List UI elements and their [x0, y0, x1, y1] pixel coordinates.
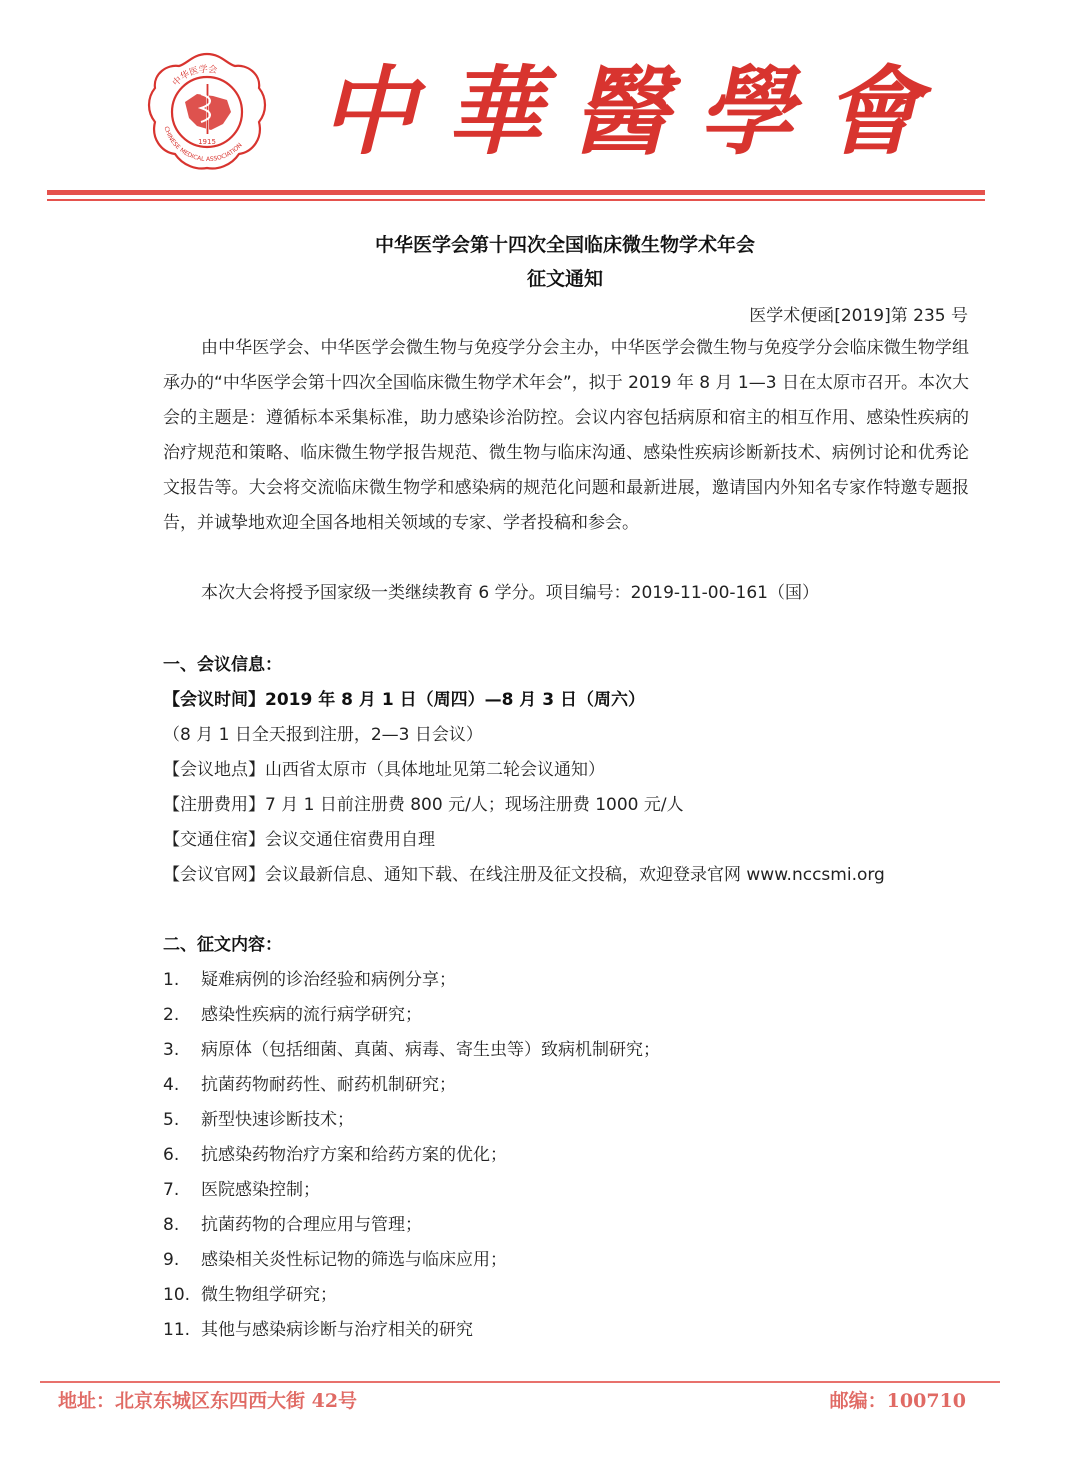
credits-paragraph: 本次大会将授予国家级一类继续教育 6 学分。项目编号：2019-11-00-161（国） [201, 583, 820, 603]
emblem-text-bottom: CHINESE MEDICAL ASSOCIATION [162, 125, 244, 164]
list-item-number: 2. [163, 1005, 180, 1025]
list-item-number: 10. [163, 1285, 191, 1305]
list-item-number: 9. [163, 1250, 180, 1270]
list-item-number: 11. [163, 1320, 191, 1340]
list-item-number: 5. [163, 1110, 180, 1130]
list-item-number: 6. [163, 1145, 180, 1165]
meeting-time-note: （8 月 1 日全天报到注册，2—3 日会议） [163, 725, 483, 745]
emblem-text-top: 中华医学会 [171, 64, 218, 89]
list-item [163, 1070, 456, 1095]
list-item [163, 1140, 507, 1165]
list-item-text: 感染性疾病的流行病学研究； [201, 1005, 422, 1025]
list-item-text: 抗菌药物耐药性、耐药机制研究； [201, 1075, 456, 1095]
document-number: 医学术便函[2019]第 235 号 [749, 306, 968, 326]
list-item-number: 7. [163, 1180, 180, 1200]
list-item [163, 1315, 473, 1340]
list-item-text: 医院感染控制； [201, 1180, 320, 1200]
list-item-text: 新型快速诊断技术； [201, 1110, 354, 1130]
footer-divider [40, 1381, 1000, 1383]
list-item-number: 4. [163, 1075, 180, 1095]
emblem-year: 1915 [198, 138, 216, 146]
section-heading-topics: 二、征文内容： [163, 935, 282, 955]
list-item-number: 8. [163, 1215, 180, 1235]
header-divider-thick [47, 190, 985, 195]
list-item [163, 1035, 660, 1060]
list-item [163, 1280, 337, 1305]
list-item-text: 抗菌药物的合理应用与管理； [201, 1215, 422, 1235]
meeting-website[interactable]: 【会议官网】会议最新信息、通知下载、在线注册及征文投稿，欢迎登录官网 www.nccsmi.org [163, 865, 885, 885]
document-subtitle: 征文通知 [526, 268, 603, 290]
list-item [163, 1105, 354, 1130]
association-emblem-icon [145, 50, 270, 175]
list-item [163, 1000, 422, 1025]
list-item [163, 1175, 320, 1200]
list-item-text: 微生物组学研究； [201, 1285, 337, 1305]
list-item-number: 3. [163, 1040, 180, 1060]
list-item-number: 1. [163, 970, 180, 990]
list-item-text: 抗感染药物治疗方案和给药方案的优化； [201, 1145, 507, 1165]
meeting-venue: 【会议地点】山西省太原市（具体地址见第二轮会议通知） [163, 760, 605, 780]
document-title: 中华医学会第十四次全国临床微生物学术年会 [374, 234, 755, 256]
footer-postcode: 邮编：100710 [829, 1390, 966, 1412]
list-item [163, 1210, 422, 1235]
transport-lodging: 【交通住宿】会议交通住宿费用自理 [163, 830, 435, 850]
org-name-logo: 中華醫學會 [320, 55, 950, 168]
header-divider-thin [47, 199, 985, 201]
list-item-text: 病原体（包括细菌、真菌、病毒、寄生虫等）致病机制研究； [201, 1040, 660, 1060]
intro-paragraph: 由中华医学会、中华医学会微生物与免疫学分会主办，中华医学会微生物与免疫学分会临床微生物学组承办的“中华医学会第十四次全国临床微生物学术年会”，拟于 2019 年 8 月 1—3 日在太原市召开。本次大会的主题是：遵循标本采集标准，助力感染诊治防控。会议内容包括病原和宿主的相互作用、感染性疾病的治疗规范和策略、临床微生物学报告规范、微生物与临床沟通、感染性疾病诊断新技术、病例讨论和优秀论文报告等。大会将交流临床微生物学和感染病的规范化问题和最新进展，邀请国内外知名专家作特邀专题报告，并诚挚地欢迎全国各地相关领域的专家、学者投稿和参会。 [163, 338, 969, 533]
list-item-text: 感染相关炎性标记物的筛选与临床应用； [201, 1250, 507, 1270]
list-item [163, 1245, 507, 1270]
registration-fee: 【注册费用】7 月 1 日前注册费 800 元/人；现场注册费 1000 元/人 [163, 795, 684, 815]
section-heading-meeting-info: 一、会议信息： [163, 655, 282, 675]
list-item [163, 965, 456, 990]
meeting-time: 【会议时间】2019 年 8 月 1 日（周四）—8 月 3 日（周六） [163, 690, 645, 710]
footer-address: 地址：北京东城区东四西大街 42号 [58, 1390, 358, 1412]
list-item-text: 其他与感染病诊断与治疗相关的研究 [201, 1320, 473, 1340]
list-item-text: 疑难病例的诊治经验和病例分享； [201, 970, 456, 990]
